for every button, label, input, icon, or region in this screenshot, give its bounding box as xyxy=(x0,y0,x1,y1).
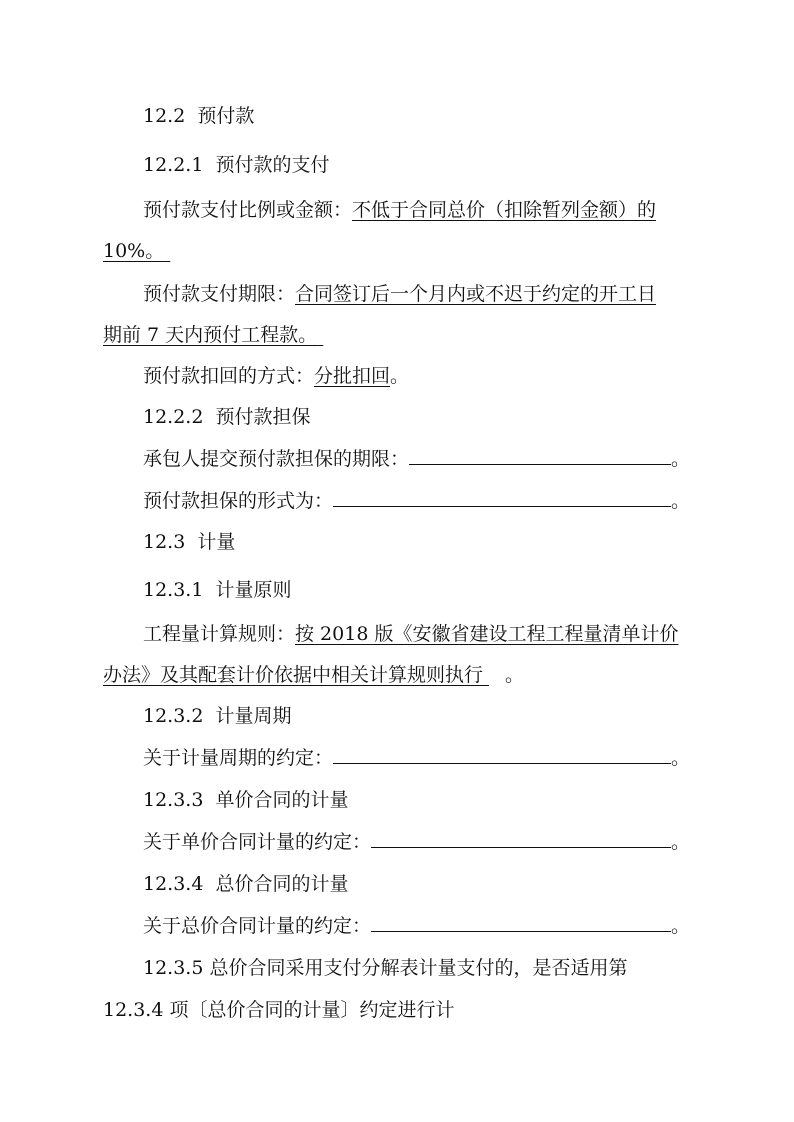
punctuation: 。 xyxy=(671,831,691,853)
section-title: 单价合同的计量 xyxy=(215,789,349,811)
punctuation: 。 xyxy=(390,365,410,387)
section-12-3-heading xyxy=(143,529,235,555)
guarantee-deadline-clause xyxy=(143,446,690,472)
section-title: 预付款担保 xyxy=(215,406,311,428)
punctuation: 。 xyxy=(671,747,691,769)
total-price-clause xyxy=(143,913,690,939)
section-12-3-5-line1 xyxy=(143,955,627,981)
period-clause-line2 xyxy=(103,322,331,348)
field-value: 办法》及其配套计价依据中相关计算规则执行 xyxy=(103,664,484,686)
field-label: 关于总价合同计量的约定： xyxy=(143,915,372,937)
punctuation: 。 xyxy=(671,448,691,470)
period-clause-line1 xyxy=(143,281,656,307)
section-12-3-5-line2 xyxy=(103,997,454,1023)
field-label: 工程量计算规则： xyxy=(143,623,296,645)
section-number: 12.3.4 xyxy=(143,873,204,895)
blank-fill-line xyxy=(371,829,671,848)
deduct-clause xyxy=(143,363,409,389)
section-12-3-1-heading xyxy=(143,577,291,603)
section-number: 12.2.2 xyxy=(143,406,204,428)
blank-fill-line xyxy=(333,745,671,764)
punctuation: 。 xyxy=(671,490,691,512)
field-value: 合同签订后一个月内或不迟于约定的开工日 xyxy=(295,283,657,305)
field-label: 承包人提交预付款担保的期限： xyxy=(143,448,410,470)
section-number: 12.3.1 xyxy=(143,579,204,601)
field-label: 预付款支付期限： xyxy=(143,283,296,305)
punctuation: 。 xyxy=(671,915,691,937)
section-12-2-1-heading xyxy=(143,152,329,178)
section-title: 预付款 xyxy=(197,105,255,127)
guarantee-form-clause xyxy=(143,488,690,514)
unit-price-clause xyxy=(143,829,690,855)
field-value: 按 2018 版《安徽省建设工程工程量清单计价 xyxy=(295,623,679,645)
blank-fill-line xyxy=(409,446,671,465)
blank-fill-line xyxy=(371,913,671,932)
section-12-2-heading xyxy=(143,103,254,129)
section-12-2-2-heading xyxy=(143,404,310,430)
section-12-3-3-heading xyxy=(143,787,348,813)
field-label: 预付款担保的形式为： xyxy=(143,490,334,512)
field-label: 预付款支付比例或金额： xyxy=(143,199,353,221)
field-label: 关于计量周期的约定： xyxy=(143,747,334,769)
calc-rule-clause-line2 xyxy=(103,662,524,688)
paragraph-text: 12.3.4 项〔总价合同的计量〕约定进行计 xyxy=(103,999,455,1021)
ratio-clause-line1 xyxy=(143,197,656,223)
field-label: 预付款扣回的方式： xyxy=(143,365,315,387)
field-label: 关于单价合同计量的约定： xyxy=(143,831,372,853)
field-value: 不低于合同总价（扣除暂列金额）的 xyxy=(352,199,657,221)
field-value: 10%。 xyxy=(103,240,165,262)
field-value: 分批扣回 xyxy=(314,365,391,387)
section-title: 计量 xyxy=(197,531,236,553)
field-value: 期前 7 天内预付工程款。 xyxy=(103,324,318,346)
section-12-3-4-heading xyxy=(143,871,348,897)
section-number: 12.2.1 xyxy=(143,154,204,176)
section-number: 12.3 xyxy=(143,531,186,553)
section-12-3-2-heading xyxy=(143,703,291,729)
cycle-clause xyxy=(143,745,690,771)
section-title: 计量原则 xyxy=(215,579,292,601)
calc-rule-clause-line1 xyxy=(143,621,678,647)
section-title: 预付款的支付 xyxy=(215,154,330,176)
paragraph-text: 12.3.5 总价合同采用支付分解表计量支付的，是否适用第 xyxy=(143,957,628,979)
section-title: 总价合同的计量 xyxy=(215,873,349,895)
section-number: 12.2 xyxy=(143,105,186,127)
punctuation: 。 xyxy=(505,664,525,686)
section-title: 计量周期 xyxy=(215,705,292,727)
ratio-clause-line2 xyxy=(103,238,178,264)
section-number: 12.3.3 xyxy=(143,789,204,811)
blank-fill-line xyxy=(333,488,671,507)
section-number: 12.3.2 xyxy=(143,705,204,727)
